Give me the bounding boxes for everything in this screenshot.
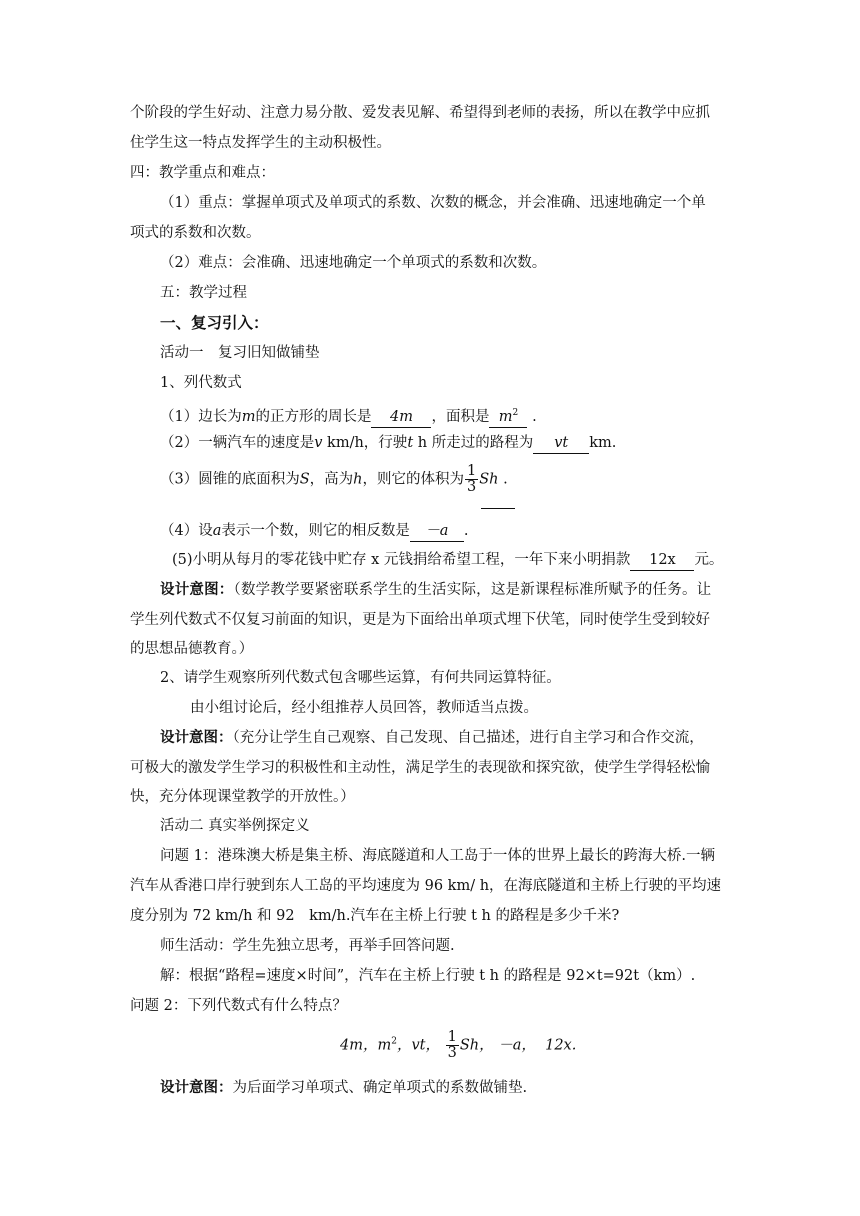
section5-title: 五：教学过程 [160, 285, 247, 301]
intro-line-1: 个阶段的学生好动、注意力易分散、爱发表见解、希望得到老师的表扬，所以在教学中应抓 [130, 105, 710, 121]
problem1-line-1: 问题 1：港珠澳大桥是集主桥、海底隧道和人工岛于一体的世界上最长的跨海大桥.一辆 [160, 848, 715, 864]
part1-heading: 一、复习引入： [160, 313, 269, 332]
teacher-student-activity: 师生活动：学生先独立思考，再举手回答问题. [160, 938, 455, 954]
intro-line-2: 住学生这一特点发挥学生的主动积极性。 [130, 135, 391, 151]
key-point-line-2: 项式的系数和次数。 [130, 225, 261, 241]
design-intent-2-line-2: 可极大的激发学生学习的积极性和主动性，满足学生的表现欲和探究欲，使学生学得轻松愉 [130, 760, 710, 776]
answer-blank-area: $m^2$ [489, 403, 527, 428]
answer-blank-donation: 12x [630, 550, 694, 571]
design-intent-2-line-3: 快，充分体现课堂教学的开放性。） [130, 789, 355, 805]
question-1: （1）边长为m的正方形的周长是 4m ，面积是 $m^2$ . [160, 403, 537, 428]
section4-title: 四：教学重点和难点： [130, 165, 275, 181]
answer-blank-volume-underline [481, 508, 515, 509]
fraction-one-third: $\frac{1}{3}$ [467, 463, 477, 495]
activity1-heading: 活动一 复习旧知做铺垫 [160, 345, 320, 361]
solution-text: 解：根据“路程=速度×时间”，汽车在主桥上行驶 t h 的路程是 92×t=92t（km）. [160, 968, 696, 984]
question-5: (5)小明从每月的零花钱中贮存 x 元钱捐给希望工程，一年下来小明捐款 12x 元。 [172, 550, 723, 571]
design-intent-2-line-1: 设计意图：（充分让学生自己观察、自己发现、自己描述，进行自主学习和合作交流， [160, 729, 704, 746]
item2-heading: 2、请学生观察所列代数式包含哪些运算，有何共同运算特征。 [160, 670, 561, 686]
answer-blank-opposite: －a [410, 521, 464, 542]
answer-blank-perimeter: 4m [371, 407, 431, 428]
difficult-point: （2）难点：会准确、迅速地确定一个单项式的系数和次数。 [160, 255, 547, 271]
answer-blank-distance: vt [533, 433, 589, 454]
algebraic-expressions: 4m，$m^2$，vt， $\frac{1}{3}$ Sh， －a， 12x. [340, 1029, 577, 1061]
key-point-line-1: （1）重点：掌握单项式及单项式的系数、次数的概念，并会准确、迅速地确定一个单 [160, 195, 706, 211]
design-intent-1-line-3: 的思想品德教育。） [130, 641, 254, 657]
design-intent-1-line-2: 学生列代数式不仅复习前面的知识，更是为下面给出单项式埋下伏笔，同时使学生受到较好 [130, 612, 710, 628]
problem2-text: 问题 2：下列代数式有什么特点？ [130, 998, 347, 1014]
activity2-heading: 活动二 真实举例探定义 [160, 818, 310, 834]
question-2: （2）一辆汽车的速度是v km/h，行驶t h 所走过的路程为 vt km. [160, 433, 616, 454]
problem1-line-3: 度分别为 72 km/h 和 92 km/h.汽车在主桥上行驶 t h 的路程是多少千米? [130, 908, 620, 924]
item1-heading: 1、列代数式 [160, 375, 242, 391]
fraction-one-third-expr: $\frac{1}{3}$ [447, 1029, 457, 1061]
question-3: （3）圆锥的底面积为S，高为h，则它的体积为 $\frac{1}{3}$ Sh . [160, 463, 508, 495]
item2-note: 由小组讨论后，经小组推荐人员回答，教师适当点拨。 [190, 700, 538, 716]
design-intent-3: 设计意图：为后面学习单项式、确定单项式的系数做铺垫. [160, 1079, 528, 1096]
question-4: （4）设a表示一个数，则它的相反数是 －a . [160, 521, 469, 542]
design-intent-1-line-1: 设计意图：（数学教学要紧密联系学生的生活实际，这是新课程标准所赋予的任务。让 [160, 581, 712, 598]
problem1-line-2: 汽车从香港口岸行驶到东人工岛的平均速度为 96 km/ h，在海底隧道和主桥上行驶的平均速 [130, 878, 722, 894]
